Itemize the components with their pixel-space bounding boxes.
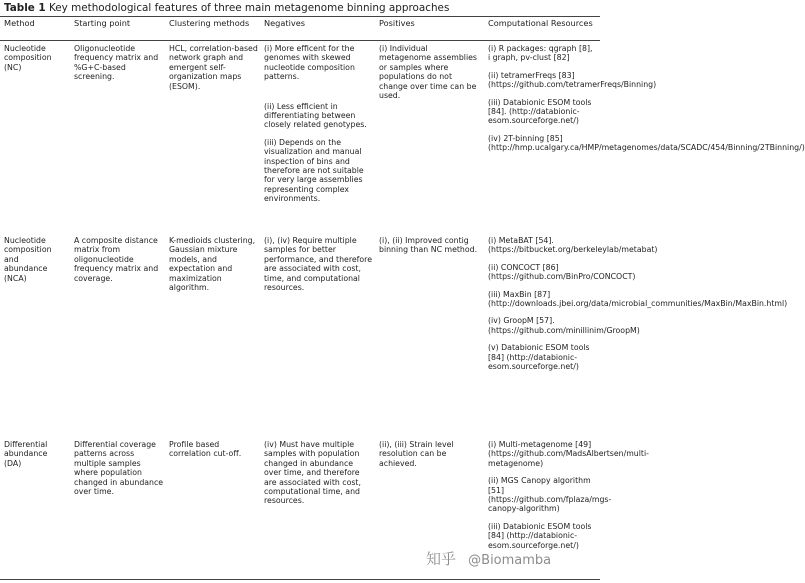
row-1-starting-point: Oligonucleotide frequency matrix and %G+C-based screening. xyxy=(74,44,159,82)
watermark-handle: @Biomamba xyxy=(468,553,552,568)
row-2-positives: (i), (ii) Improved contig binning than NC method. xyxy=(379,236,478,255)
watermark-platform: 知乎 xyxy=(426,550,457,568)
top-rule xyxy=(0,16,600,17)
row-1-resource-item: (iii) Databionic ESOM tools [84]. (http://databionic-esom.sourceforge.net/) xyxy=(488,97,592,126)
row-2-resource-item: (v) Databionic ESOM tools [84] (http://databionic-esom.sourceforge.net/) xyxy=(488,343,590,372)
header-rule xyxy=(0,40,600,41)
row-2-resource-item: (iii) MaxBin [87] (http://downloads.jbei.org/data/microbial_communities/MaxBin/MaxBin.html) xyxy=(488,289,788,309)
row-1-negative-item: (iii) Depends on the visualization and manual inspection of bins and therefore are not suitable for very large assemblies representing complex environments. xyxy=(264,137,364,204)
row-3-starting-point: Differential coverage patterns across multiple samples where population changed in abundance over time. xyxy=(74,440,164,497)
bottom-rule xyxy=(0,579,600,580)
row-3-negatives xyxy=(264,440,372,514)
row-2-resource-item: (iv) GroopM [57]. (https://github.com/minillinim/GroopM) xyxy=(488,316,640,335)
row-3-clustering: Profile based correlation cut-off. xyxy=(169,440,242,459)
row-1-negatives xyxy=(264,44,372,212)
row-1-negative-item: (ii) Less efficient in differentiating between closely related genotypes. xyxy=(264,101,367,130)
row-2-negative-item: (i), (iv) Require multiple samples for better performance, and therefore are associated with cost, time, and computational resources. xyxy=(264,236,373,293)
header-positives: Positives xyxy=(379,18,415,28)
header-negatives: Negatives xyxy=(264,18,306,28)
row-2-resource-item: (ii) CONCOCT [86] (https://github.com/BinPro/CONCOCT) xyxy=(488,262,636,282)
row-3-resource-item: (ii) MGS Canopy algorithm [51] (https://github.com/fplaza/mgs-canopy-algorithm) xyxy=(488,476,612,514)
row-3-resource-item: (iii) Databionic ESOM tools [84] (http://databionic-esom.sourceforge.net/) xyxy=(488,521,592,550)
row-2-resource-item: (i) MetaBAT [54]. (https://bitbucket.org/berkeleylab/metabat) xyxy=(488,236,658,255)
row-2-clustering: K-medioids clustering, Gaussian mixture models, and expectation and maximization algorithm. xyxy=(169,236,256,293)
row-1-negative-item: (i) More efficent for the genomes with skewed nucleotide composition patterns. xyxy=(264,44,355,82)
row-3-negative-item: (iv) Must have multiple samples with population changed in abundance over time, and therefore are associated with cost, computational time, and resources. xyxy=(264,440,361,506)
row-3-resource-item: (i) Multi-metagenome [49] (https://github.com/MadsAlbertsen/multi-metagenome) xyxy=(488,440,649,468)
row-2-resources xyxy=(488,236,788,379)
row-1-resources xyxy=(488,44,805,161)
row-3-resources xyxy=(488,440,649,558)
watermark xyxy=(426,548,551,569)
header-clustering: Clustering methods xyxy=(169,18,250,28)
header-method: Method xyxy=(4,18,35,28)
row-1-resource-item: (i) R packages: qgraph [8], i graph, pv-clust [82] xyxy=(488,44,593,63)
row-2-negatives xyxy=(264,236,372,300)
row-1-clustering: HCL, correlation-based network graph and emergent self-organization maps (ESOM). xyxy=(169,44,258,91)
header-computational: Computational Resources xyxy=(488,18,593,28)
table-caption xyxy=(4,2,449,15)
row-3-positives: (ii), (iii) Strain level resolution can be achieved. xyxy=(379,440,454,468)
header-starting-point: Starting point xyxy=(74,18,131,28)
row-1-method: Nucleotide composition (NC) xyxy=(4,44,52,72)
row-3-method: Differential abundance (DA) xyxy=(4,440,48,468)
row-1-resource-item: (ii) tetramerFreqs [83] (https://github.com/tetramerFreqs/Binning) xyxy=(488,70,657,90)
row-1-resource-item: (iv) 2T-binning [85] (http://hmp.ucalgary.ca/HMP/metagenomes/data/SCADC/454/Binning/2TBinning/) xyxy=(488,133,805,153)
row-2-starting-point: A composite distance matrix from oligonucleotide frequency matrix and coverage. xyxy=(74,236,159,283)
table-title: Key methodological features of three main metagenome binning approaches xyxy=(48,2,450,14)
table-label: Table 1 xyxy=(4,2,46,14)
row-2-method: Nucleotide composition and abundance (NCA) xyxy=(4,236,52,283)
row-1-positives: (i) Individual metagenome assemblies or samples where populations do not change over time can be used. xyxy=(379,44,477,101)
